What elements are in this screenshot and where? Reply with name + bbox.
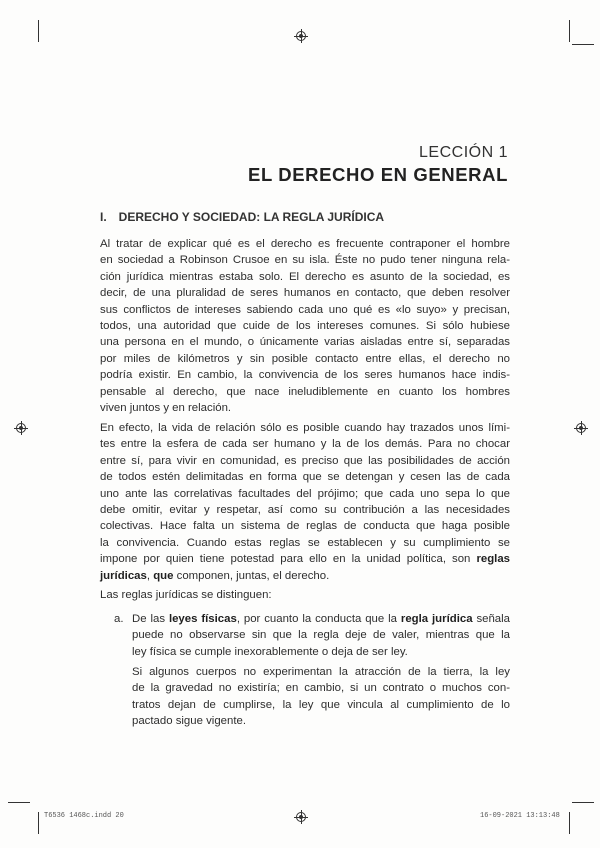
paragraph-line: en sociedad a Robinson Crusoe en su isla. Éste no pudo tener ninguna rela- [100, 254, 510, 267]
paragraph-line [100, 551, 510, 567]
paragraph-3 [100, 587, 510, 603]
crop-mark-bottom-right-h [572, 802, 594, 803]
bold-term: regla jurídica [400, 613, 473, 625]
bold-term: reglas [476, 553, 510, 566]
paragraph-line: colectivas. Hace falta un sistema de reglas de conducta que haga posible [100, 520, 510, 533]
crop-mark-top-right-h [572, 44, 594, 45]
paragraph-line [100, 568, 510, 584]
chapter-title: EL DERECHO EN GENERAL [248, 164, 508, 185]
paragraph-line: Las reglas jurídicas se distinguen: [100, 589, 272, 601]
paragraph-line: la convivencia. Cuando estas reglas se establecen y su cumplimiento se [100, 536, 510, 549]
registration-mark-left-icon [16, 423, 26, 433]
paragraph-line: Al tratar de explicar qué es el derecho es frecuente contraponer el hombre [100, 238, 510, 250]
paragraph-line: podría existir. En cambio, la convivencia de los seres humanos hace indis- [100, 369, 510, 382]
line-text: De las [132, 613, 166, 625]
footer-timestamp: 16-09-2021 13:13:48 [480, 812, 560, 820]
paragraph-1 [100, 236, 510, 416]
line-text: señala [476, 613, 511, 625]
crop-mark-bottom-left-h [8, 802, 30, 803]
paragraph-line: de todos estén delimitadas en forma que se detengan y cesen las de cada [100, 471, 510, 484]
list-item-a [132, 611, 510, 660]
paragraph-line: debe omitir, evitar y respetar, así como su contribución a las necesidades [100, 504, 510, 517]
registration-mark-right-icon [576, 423, 586, 433]
paragraph-line: por miles de kilómetros y sin posible contacto entre ellas, el derecho no [100, 352, 510, 365]
bold-term: leyes físicas [168, 613, 237, 625]
paragraph-line: uno ante las correlativas facultades del prójimo; que cada uno sepa lo que [100, 487, 510, 500]
lesson-label: LECCIÓN 1 [419, 144, 508, 161]
section-number: I. [100, 210, 107, 224]
paragraph-line: En efecto, la vida de relación sólo es posible cuando hay trazados unos lími- [100, 422, 510, 434]
paragraph-line: ción jurídica mientras estaba solo. El derecho es asunto de la sociedad, es [100, 270, 510, 283]
paragraph-line: Si algunos cuerpos no experimentan la atracción de la tierra, la ley [132, 666, 510, 678]
paragraph-line: viven juntos y en relación. [100, 402, 232, 415]
paragraph-line: entre sí, para vivir en comunidad, es preciso que las posibilidades de acción [100, 454, 510, 467]
paragraph-line: tratos dejan de cumplirse, la ley que vincula al cumplimiento de lo [132, 698, 510, 711]
crop-mark-top-right [569, 20, 570, 42]
paragraph-line: decir, de una pluralidad de seres humanos en contacto, que deben resolver [100, 287, 510, 300]
paragraph-line: pensable al derecho, que nace ineludiblemente en cuanto los hombres [100, 385, 510, 398]
list-marker-a: a. [114, 613, 124, 625]
footer-file-slug: T6536 1468c.indd 20 [44, 812, 124, 820]
section-title: DERECHO Y SOCIEDAD: LA REGLA JURÍDICA [118, 210, 385, 224]
paragraph-line: de la gravedad no existiría; en cambio, si un contrato o muchos con- [132, 682, 510, 695]
line-text: componen, juntas, el derecho. [173, 569, 330, 582]
paragraph-line: todos, una autoridad que cuide de los intereses comunes. Si sólo hubiese [100, 320, 510, 333]
line-text: , [146, 569, 154, 582]
bold-term: jurídicas [100, 569, 147, 582]
bold-term: que [153, 569, 174, 582]
crop-mark-top-left [38, 20, 39, 42]
paragraph-line: ley física se cumple inexorablemente o deja de ser ley. [132, 645, 408, 658]
line-text: , por cuanto la conducta que la [236, 613, 397, 625]
paragraph-line: tes entre la esfera de cada ser humano y la de los demás. Para no chocar [100, 438, 510, 451]
registration-mark-top-icon [296, 31, 306, 41]
paragraph-line: pactado sigue vigente. [132, 715, 246, 728]
list-item-a-continuation [132, 664, 510, 730]
paragraph-line: sus conflictos de intereses sabiendo cada uno qué es «lo suyo» y precisan, [100, 303, 510, 316]
paragraph-2 [100, 420, 510, 584]
line-text: impone por quien tiene potestad para ello en la unidad política, son [100, 553, 471, 566]
section-heading [100, 210, 384, 224]
registration-mark-bottom-icon [296, 812, 306, 822]
crop-mark-bottom-right [569, 812, 570, 834]
paragraph-line [132, 611, 510, 627]
paragraph-line: puede no observarse sin que la regla deje de valer, mientras que la [132, 629, 510, 642]
paragraph-line: una persona en el mundo, o únicamente varias aisladas entre sí, separadas [100, 336, 510, 349]
crop-mark-bottom-left [38, 812, 39, 834]
